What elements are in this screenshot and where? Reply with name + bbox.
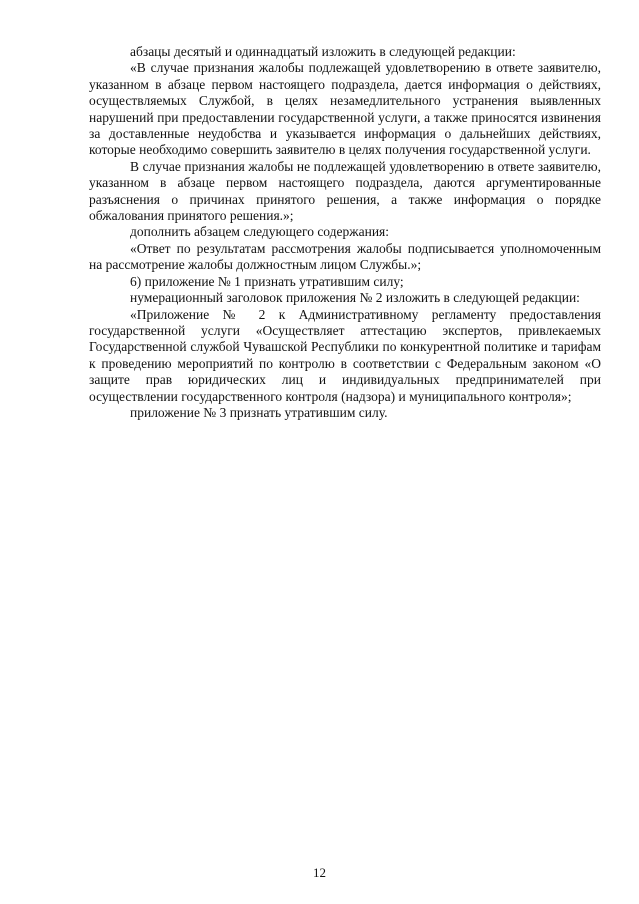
- paragraph-response-signed: «Ответ по результатам рассмотрения жалобы подписывается уполномоченным на рассмотрение жалобы должностным лицом Службы.»;: [89, 240, 601, 273]
- paragraph-appendix-2-heading: нумерационный заголовок приложения № 2 изложить в следующей редакции:: [130, 290, 580, 306]
- paragraph-appendix-1-void: 6) приложение № 1 признать утратившим силу;: [130, 273, 404, 289]
- paragraph-complaint-rejected: В случае признания жалобы не подлежащей удовлетворению в ответе заявителю, указанном в абзаце первом настоящего подраздела, даются аргументированные разъяснения о причинах принятого решения, а также информация о порядке обжалования принятого решения.»;: [89, 158, 601, 224]
- paragraph-appendix-2-text: «Приложение № 2 к Административному регламенту предоставления государственной услуги «Осуществляет аттестацию экспертов, привлекаемых Государственной службой Чувашской Республики по конкурентной политике и тарифам к проведению мероприятий по контролю в соответствии с Федеральным законом «О защите прав юридических лиц и индивидуальных предпринимателей при осуществлении государственного контроля (надзора) и муниципального контроля»;: [89, 306, 601, 404]
- paragraph-add-clause: дополнить абзацем следующего содержания:: [130, 224, 390, 240]
- paragraph-amend-intro: абзацы десятый и одиннадцатый изложить в следующей редакции:: [130, 44, 516, 59]
- page-number: 12: [313, 865, 326, 880]
- document-body: [89, 44, 601, 421]
- paragraph-complaint-satisfied: «В случае признания жалобы подлежащей удовлетворению в ответе заявителю, указанном в абзаце первом настоящего подраздела, дается информация о действиях, осуществляемых Службой, в целях незамедлительного устранения выявленных нарушений при предоставлении государственной услуги, а также приносятся извинения за доставленные неудобства и указывается информация о дальнейших действиях, которые необходимо совершить заявителю в целях получения государственной услуги.: [89, 60, 601, 158]
- paragraph-appendix-3-void: приложение № 3 признать утратившим силу.: [130, 404, 388, 420]
